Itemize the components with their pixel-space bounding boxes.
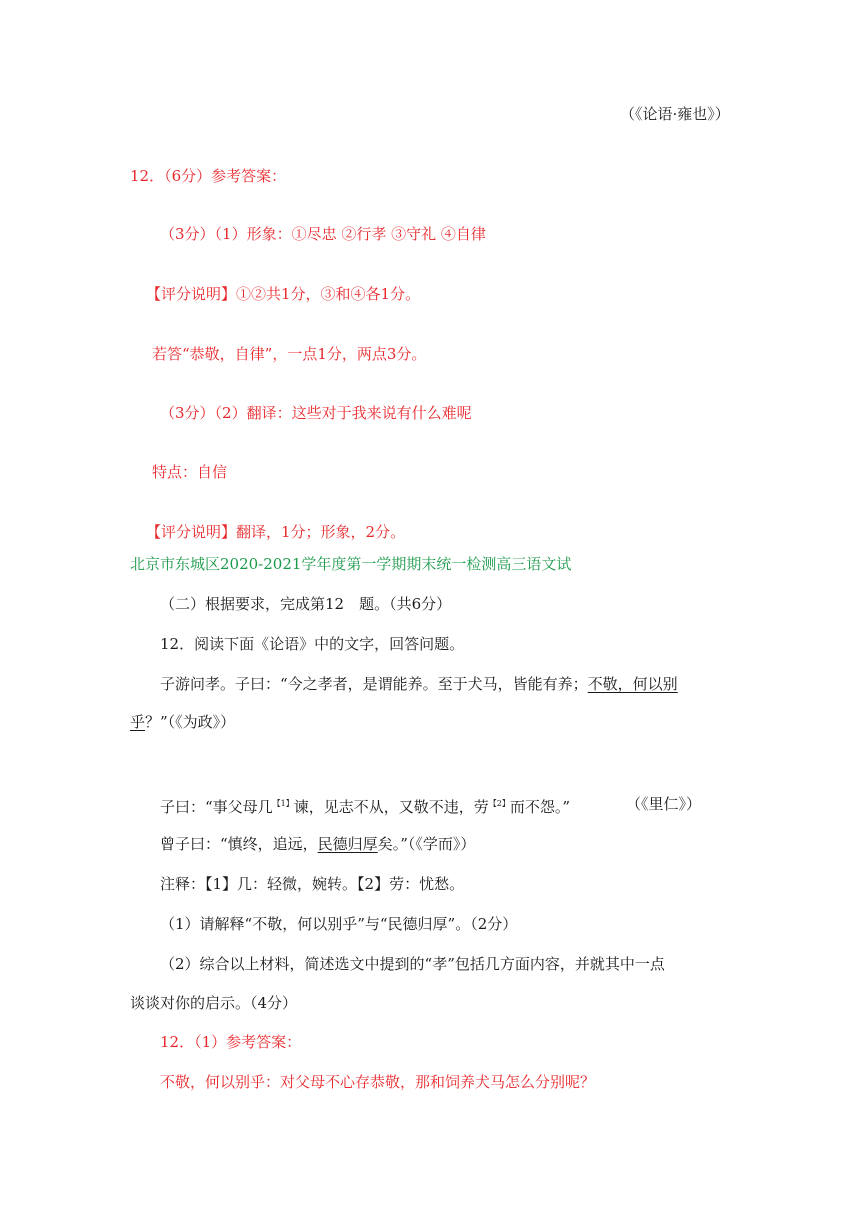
answer-12-scoring-note-2: 【评分说明】翻译，1分；形象，2分。 (146, 523, 406, 541)
passage-weizheng-line1 (160, 674, 678, 694)
note-marker-2: 【2】 (488, 799, 510, 808)
answer-12-feature: 特点：自信 (152, 463, 228, 481)
subquestion-1: （1）请解释“不敬，何以别乎”与“民德归厚”。（2分） (160, 915, 518, 933)
passage-liren-source: （《里仁》） (626, 795, 702, 813)
passage-xuer (160, 834, 475, 854)
underlined-phrase: 民德归厚 (317, 835, 378, 853)
answer-12-alt-answer: 若答“恭敬，自律”，一点1分，两点3分。 (152, 345, 427, 363)
passage-text: 谏，见志不从，又敬不违，劳 (293, 798, 489, 816)
passage-text: 曾子曰：“慎终，追远， (160, 835, 318, 853)
passage-text: 而不怨。” (509, 798, 571, 816)
source-heading: 北京市东城区2020-2021学年度第一学期期末统一检测高三语文试 (130, 555, 572, 573)
answer-12-part2: （3分）（2）翻译：这些对于我来说有什么难呢 (160, 404, 472, 422)
answer-12-1-title: 12．（1）参考答案： (160, 1033, 302, 1051)
answer-12-1-text: 不敬，何以别乎：对父母不心存恭敬，那和饲养犬马怎么分别呢？ (160, 1073, 596, 1091)
note-marker-1: 【1】 (272, 799, 294, 808)
answer-12-scoring-note-1: 【评分说明】①②共1分，③和④各1分。 (146, 285, 421, 303)
passage-text: 子游问孝。子曰：“今之孝者，是谓能养。至于犬马，皆能有养； (160, 675, 588, 693)
section-heading: （二）根据要求，完成第12 题。（共6分） (160, 595, 452, 613)
underlined-phrase: 不敬，何以别 (587, 675, 678, 693)
answer-12-part1: （3分）（1）形象：①尽忠 ②行孝 ③守礼 ④自律 (160, 225, 486, 243)
passage-source: ？”（《为政》） (145, 713, 236, 731)
answer-12-title: 12．（6分）参考答案： (130, 167, 287, 185)
citation-yongye: （《论语·雍也》） (620, 105, 730, 123)
subquestion-2-line1: （2）综合以上材料，简述选文中提到的“孝”包括几方面内容，并就其中一点 (160, 955, 665, 973)
passage-liren (160, 794, 570, 817)
passage-weizheng-line2 (130, 712, 235, 732)
annotations: 注释：【1】几：轻微，婉转。【2】劳：忧愁。 (160, 875, 465, 893)
passage-source: 矣。”（《学而》） (377, 835, 476, 853)
subquestion-2-line2: 谈谈对你的启示。（4分） (130, 994, 298, 1012)
question-12: 12．阅读下面《论语》中的文字，回答问题。 (160, 635, 465, 653)
passage-text: 子曰：“事父母几 (160, 798, 273, 816)
underlined-phrase-end: 乎 (130, 713, 146, 731)
